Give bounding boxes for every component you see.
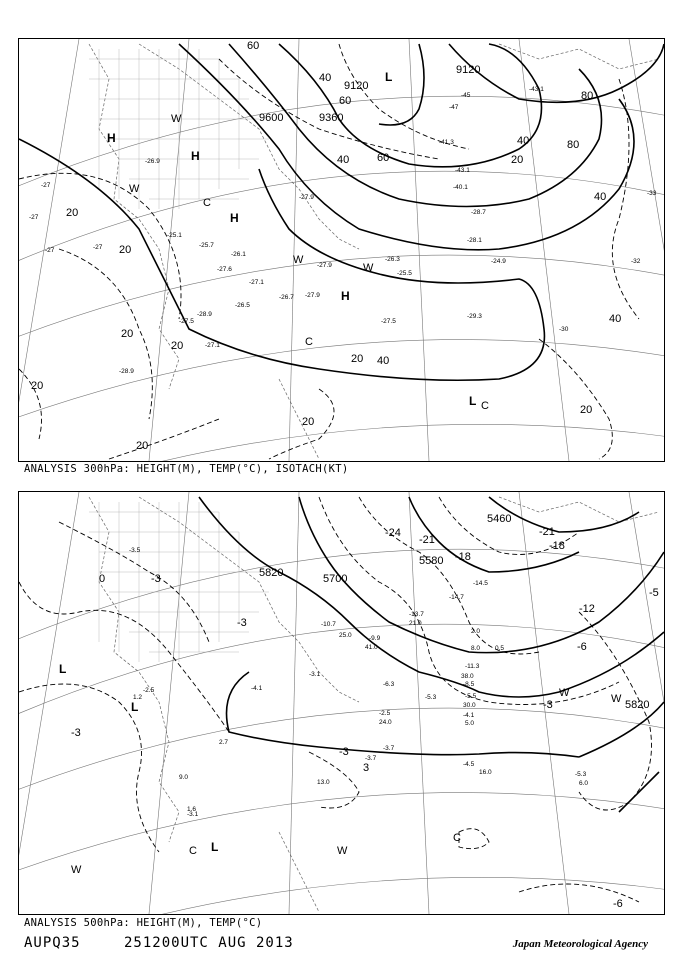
svg-text:-21: -21 [419, 534, 435, 546]
svg-text:20: 20 [136, 440, 149, 452]
svg-text:-43.1: -43.1 [529, 86, 544, 93]
svg-text:-27.1: -27.1 [205, 342, 220, 349]
temperature-contour-labels [71, 526, 659, 910]
svg-text:-24.9: -24.9 [491, 258, 506, 265]
low-symbol: L [131, 700, 139, 714]
svg-text:-28.9: -28.9 [119, 368, 134, 375]
svg-text:9.0: 9.0 [179, 774, 189, 781]
svg-text:-11.3: -11.3 [465, 663, 480, 670]
cold-symbol: C [305, 336, 313, 348]
warm-symbol: W [293, 254, 304, 266]
warm-symbol: W [363, 262, 374, 274]
map-500hpa [18, 491, 665, 915]
svg-text:2.0: 2.0 [471, 628, 481, 635]
valid-time: 251200UTC AUG 2013 [124, 935, 294, 951]
svg-text:5.0: 5.0 [465, 720, 475, 727]
svg-text:-25.1: -25.1 [167, 232, 182, 239]
svg-text:-27: -27 [41, 182, 51, 189]
svg-text:38.0: 38.0 [461, 673, 474, 680]
high-symbol: H [341, 289, 350, 303]
low-symbol: L [385, 70, 393, 84]
svg-text:-26.3: -26.3 [385, 256, 400, 263]
chart-code: AUPQ35 [24, 935, 81, 951]
svg-text:-26.9: -26.9 [145, 158, 160, 165]
height-label: 9120 [456, 64, 481, 76]
cold-symbol: C [189, 845, 197, 857]
svg-text:-47: -47 [449, 104, 459, 111]
svg-text:-3: -3 [543, 699, 553, 711]
map-300hpa [18, 38, 665, 462]
svg-text:60: 60 [377, 152, 390, 164]
height-label: 9360 [319, 112, 344, 124]
cold-symbol: C [481, 400, 489, 412]
svg-text:-27.5: -27.5 [381, 318, 396, 325]
svg-text:1.2: 1.2 [133, 694, 143, 701]
svg-text:3: 3 [363, 762, 370, 774]
svg-text:-6: -6 [613, 898, 623, 910]
svg-text:-3.7: -3.7 [383, 745, 395, 752]
temperature-contours [19, 497, 652, 902]
svg-text:20: 20 [511, 154, 524, 166]
svg-text:20: 20 [580, 404, 593, 416]
svg-text:-3.5: -3.5 [129, 547, 141, 554]
svg-text:-14.5: -14.5 [473, 580, 488, 587]
svg-text:-27: -27 [93, 244, 103, 251]
svg-text:40: 40 [517, 135, 530, 147]
low-symbol: L [59, 662, 67, 676]
svg-text:-27.9: -27.9 [317, 262, 332, 269]
cold-symbol: C [453, 832, 461, 844]
svg-text:20: 20 [31, 380, 44, 392]
svg-text:-30: -30 [559, 326, 569, 333]
svg-text:-45: -45 [461, 92, 471, 99]
svg-text:20: 20 [351, 353, 364, 365]
svg-text:-3: -3 [237, 617, 247, 629]
height-label: 5460 [487, 513, 512, 525]
height-label: 5820 [625, 699, 650, 711]
svg-text:-27: -27 [45, 247, 55, 254]
svg-text:-14.7: -14.7 [449, 594, 464, 601]
svg-text:-10.7: -10.7 [321, 621, 336, 628]
svg-text:-5.5: -5.5 [465, 693, 477, 700]
svg-text:-2.5: -2.5 [143, 687, 155, 694]
svg-text:80: 80 [567, 139, 580, 151]
height-label: 5580 [419, 555, 444, 567]
svg-text:-28.1: -28.1 [467, 237, 482, 244]
svg-text:20: 20 [171, 340, 184, 352]
svg-text:24.0: 24.0 [379, 719, 392, 726]
svg-text:-4.5: -4.5 [463, 761, 475, 768]
svg-text:80: 80 [581, 90, 594, 102]
svg-text:60: 60 [247, 40, 260, 52]
svg-text:20: 20 [121, 328, 134, 340]
cold-symbol: C [203, 197, 211, 209]
svg-text:-32: -32 [631, 258, 641, 265]
svg-text:-26.1: -26.1 [231, 251, 246, 258]
svg-text:-25.5: -25.5 [397, 270, 412, 277]
coastlines [89, 44, 659, 459]
svg-text:2.7: 2.7 [219, 739, 229, 746]
svg-text:-18: -18 [549, 540, 565, 552]
high-symbol: H [230, 211, 239, 225]
svg-text:-21: -21 [539, 526, 555, 538]
low-symbol: L [211, 840, 219, 854]
svg-text:-2.5: -2.5 [379, 710, 391, 717]
svg-text:-27.6: -27.6 [217, 266, 232, 273]
svg-text:-12: -12 [579, 603, 595, 615]
svg-text:-27: -27 [29, 214, 39, 221]
svg-text:40: 40 [377, 355, 390, 367]
svg-text:0: 0 [99, 573, 106, 585]
warm-symbol: W [611, 693, 622, 705]
warm-symbol: W [71, 864, 82, 876]
svg-text:20: 20 [66, 207, 79, 219]
height-label: 9120 [344, 80, 369, 92]
svg-text:8.0: 8.0 [471, 645, 481, 652]
agency-name: Japan Meteorological Agency [512, 938, 648, 950]
height-label: 5700 [323, 573, 348, 585]
station-values [129, 547, 588, 818]
svg-text:-18: -18 [455, 551, 471, 563]
svg-text:20: 20 [119, 244, 132, 256]
svg-text:-27.9: -27.9 [305, 292, 320, 299]
svg-text:-3.1: -3.1 [187, 811, 199, 818]
svg-text:20: 20 [302, 416, 315, 428]
svg-text:-28.7: -28.7 [471, 209, 486, 216]
svg-text:-4.1: -4.1 [463, 712, 475, 719]
svg-text:-27.9: -27.9 [299, 194, 314, 201]
height-label: 5820 [259, 567, 284, 579]
svg-text:-43.1: -43.1 [455, 167, 470, 174]
svg-text:0.5: 0.5 [495, 645, 505, 652]
warm-symbol: W [171, 113, 182, 125]
svg-text:-5.3: -5.3 [575, 771, 587, 778]
svg-text:-33: -33 [647, 190, 657, 197]
svg-text:-8.5: -8.5 [463, 681, 475, 688]
svg-text:1.6: 1.6 [187, 806, 197, 813]
svg-text:-26.7: -26.7 [279, 294, 294, 301]
svg-text:-25.7: -25.7 [199, 242, 214, 249]
svg-text:-3.7: -3.7 [365, 755, 377, 762]
svg-text:-13.7: -13.7 [409, 611, 424, 618]
svg-text:-3.1: -3.1 [309, 671, 321, 678]
svg-text:-3: -3 [151, 573, 161, 585]
svg-text:41.0: 41.0 [365, 644, 378, 651]
svg-text:-41.3: -41.3 [439, 139, 454, 146]
svg-text:-27.1: -27.1 [249, 279, 264, 286]
svg-text:13.0: 13.0 [317, 779, 330, 786]
high-symbol: H [107, 131, 116, 145]
pressure-systems [59, 662, 622, 876]
warm-symbol: W [337, 845, 348, 857]
caption-300hpa: ANALYSIS 300hPa: HEIGHT(M), TEMP(°C), ISOTACH(KT) [24, 463, 349, 475]
svg-text:-28.9: -28.9 [197, 311, 212, 318]
svg-text:-27.5: -27.5 [179, 318, 194, 325]
svg-text:-6: -6 [577, 641, 587, 653]
svg-text:-9.9: -9.9 [369, 635, 381, 642]
coastlines [89, 497, 659, 912]
svg-text:-4.1: -4.1 [251, 685, 263, 692]
low-symbol: L [469, 394, 477, 408]
svg-text:40: 40 [319, 72, 332, 84]
isotach-labels [31, 40, 621, 452]
svg-text:-5: -5 [649, 587, 659, 599]
high-symbol: H [191, 149, 200, 163]
svg-text:-29.3: -29.3 [467, 313, 482, 320]
svg-text:25.0: 25.0 [339, 632, 352, 639]
svg-text:-5.3: -5.3 [425, 694, 437, 701]
svg-text:40: 40 [609, 313, 622, 325]
pressure-systems [107, 70, 489, 412]
height-label: 9600 [259, 112, 284, 124]
svg-text:30.0: 30.0 [463, 702, 476, 709]
svg-text:40: 40 [337, 154, 350, 166]
caption-500hpa: ANALYSIS 500hPa: HEIGHT(M), TEMP(°C) [24, 917, 263, 929]
svg-text:-40.1: -40.1 [453, 184, 468, 191]
svg-text:21.0: 21.0 [409, 620, 422, 627]
svg-text:-26.5: -26.5 [235, 302, 250, 309]
svg-text:-24: -24 [385, 527, 401, 539]
svg-text:60: 60 [339, 95, 352, 107]
isotach-contours [19, 44, 639, 459]
svg-text:-3: -3 [71, 727, 81, 739]
terrain-hatch [89, 502, 269, 662]
svg-text:-6.3: -6.3 [383, 681, 395, 688]
warm-symbol: W [559, 687, 570, 699]
svg-text:16.0: 16.0 [479, 769, 492, 776]
warm-symbol: W [129, 183, 140, 195]
svg-text:-3: -3 [339, 746, 349, 758]
svg-text:6.0: 6.0 [579, 780, 589, 787]
svg-text:40: 40 [594, 191, 607, 203]
